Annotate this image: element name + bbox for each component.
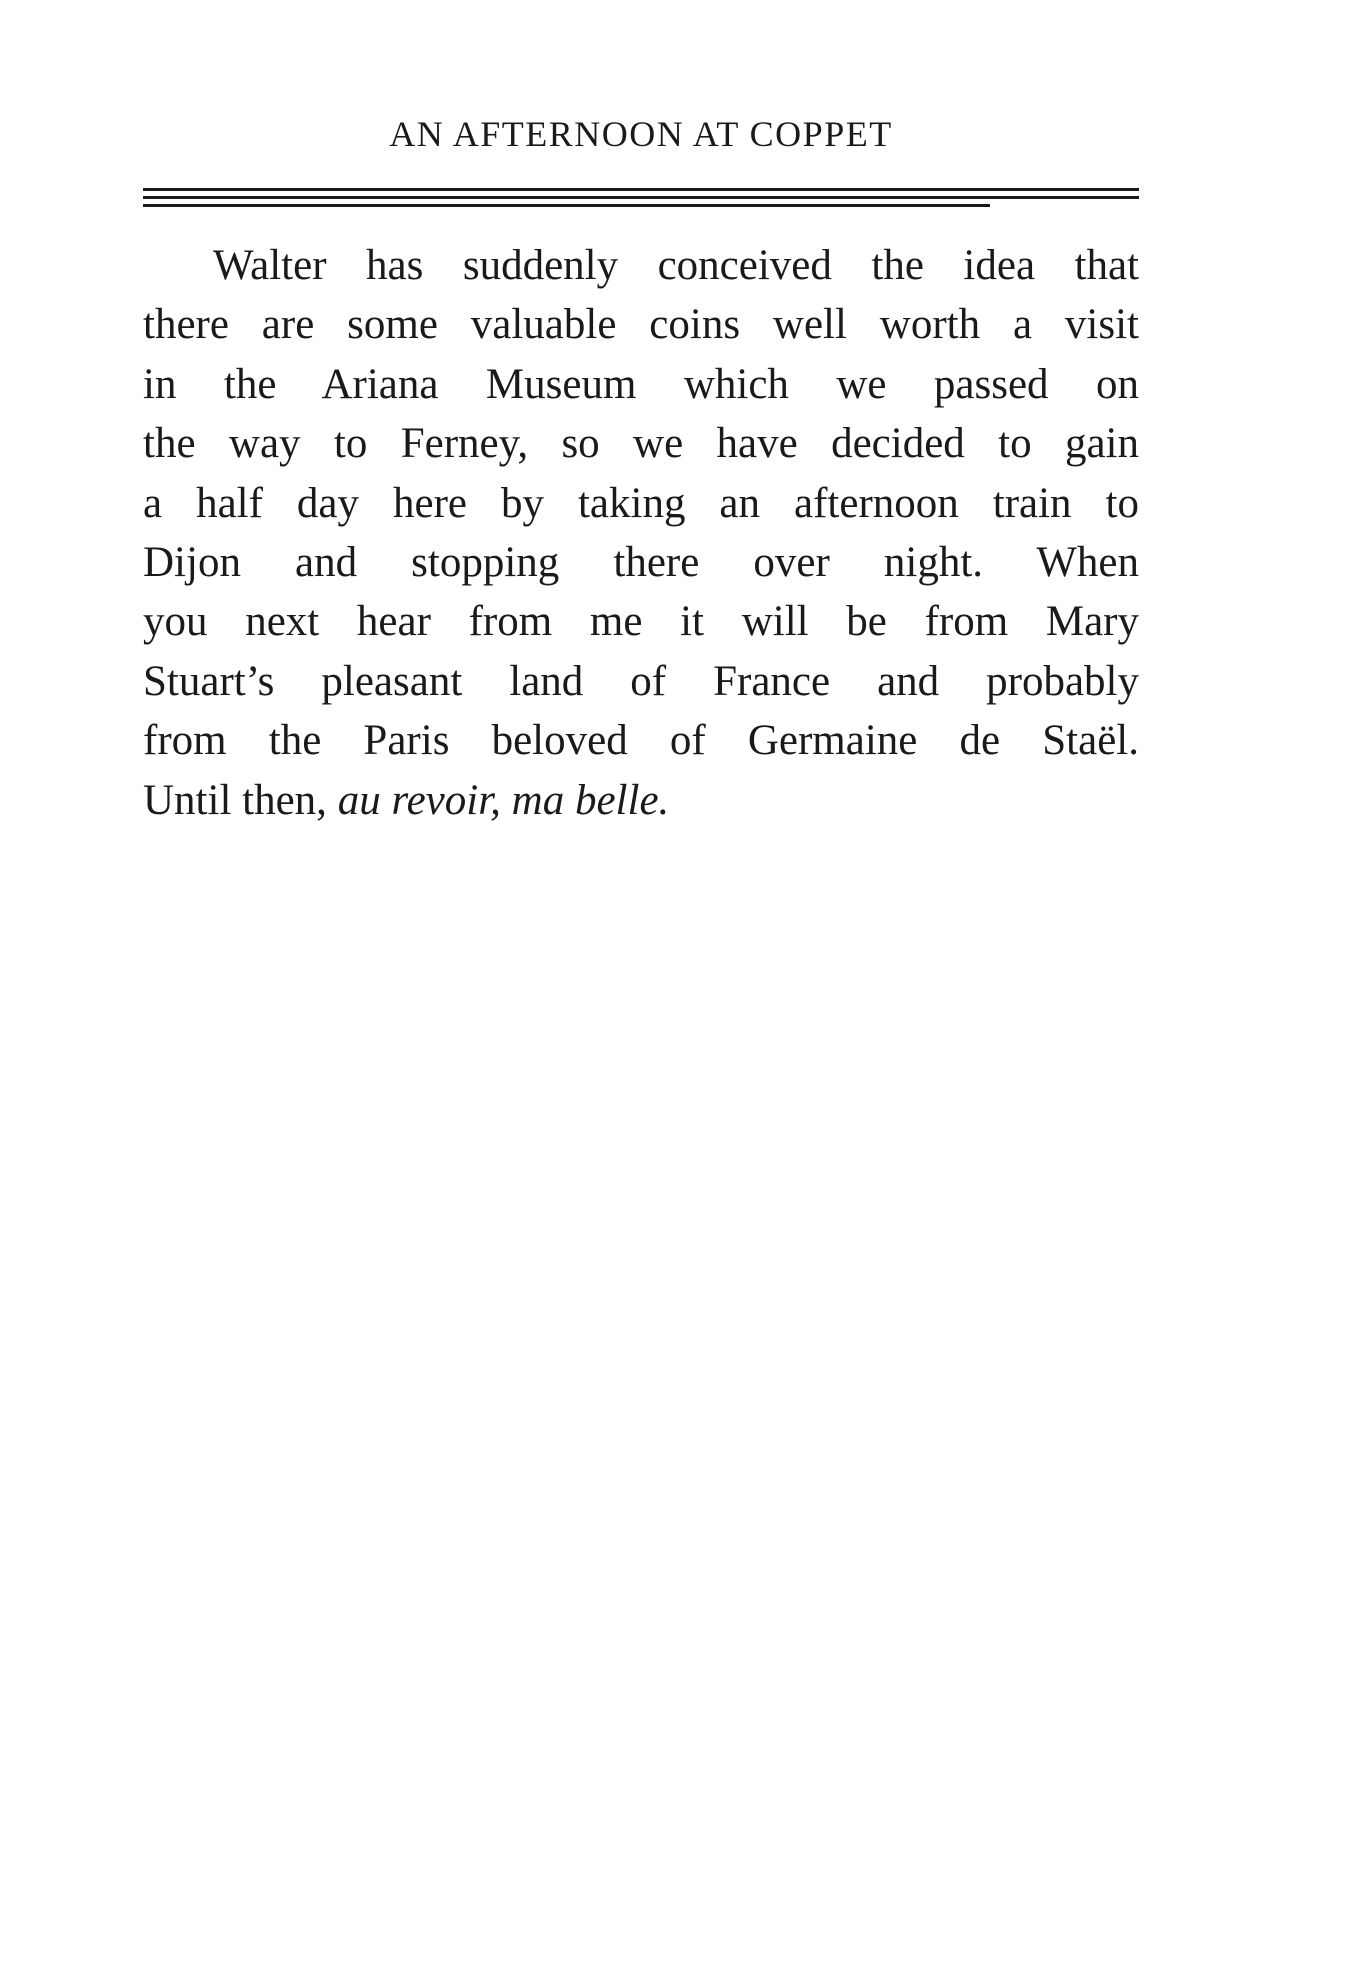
text-line: from the Paris beloved of Germaine de Staël. [143, 717, 1139, 765]
text-line: you next hear from me it will be from Mary [143, 598, 1139, 646]
header-rule [143, 188, 1139, 212]
running-head: AN AFTERNOON AT COPPET [389, 114, 893, 154]
closing-italic-text: au revoir, ma belle. [337, 776, 670, 824]
closing-line [143, 771, 1139, 830]
body-paragraph [143, 236, 1139, 830]
text-line: there are some valuable coins well worth a visit [143, 301, 1139, 349]
text-line: a half day here by taking an afternoon train to [143, 479, 1139, 527]
text-line: Dijon and stopping there over night. When [143, 538, 1139, 586]
rule-line [143, 188, 1139, 191]
rule-line [143, 204, 990, 207]
text-line: Walter has suddenly conceived the idea that [213, 242, 1139, 289]
closing-text: Until then, [143, 776, 338, 824]
text-line: the way to Ferney, so we have decided to gain [143, 420, 1139, 468]
text-line: Stuart’s pleasant land of France and probably [143, 657, 1139, 705]
rule-line [143, 196, 1139, 199]
text-line: in the Ariana Museum which we passed on [143, 360, 1139, 408]
